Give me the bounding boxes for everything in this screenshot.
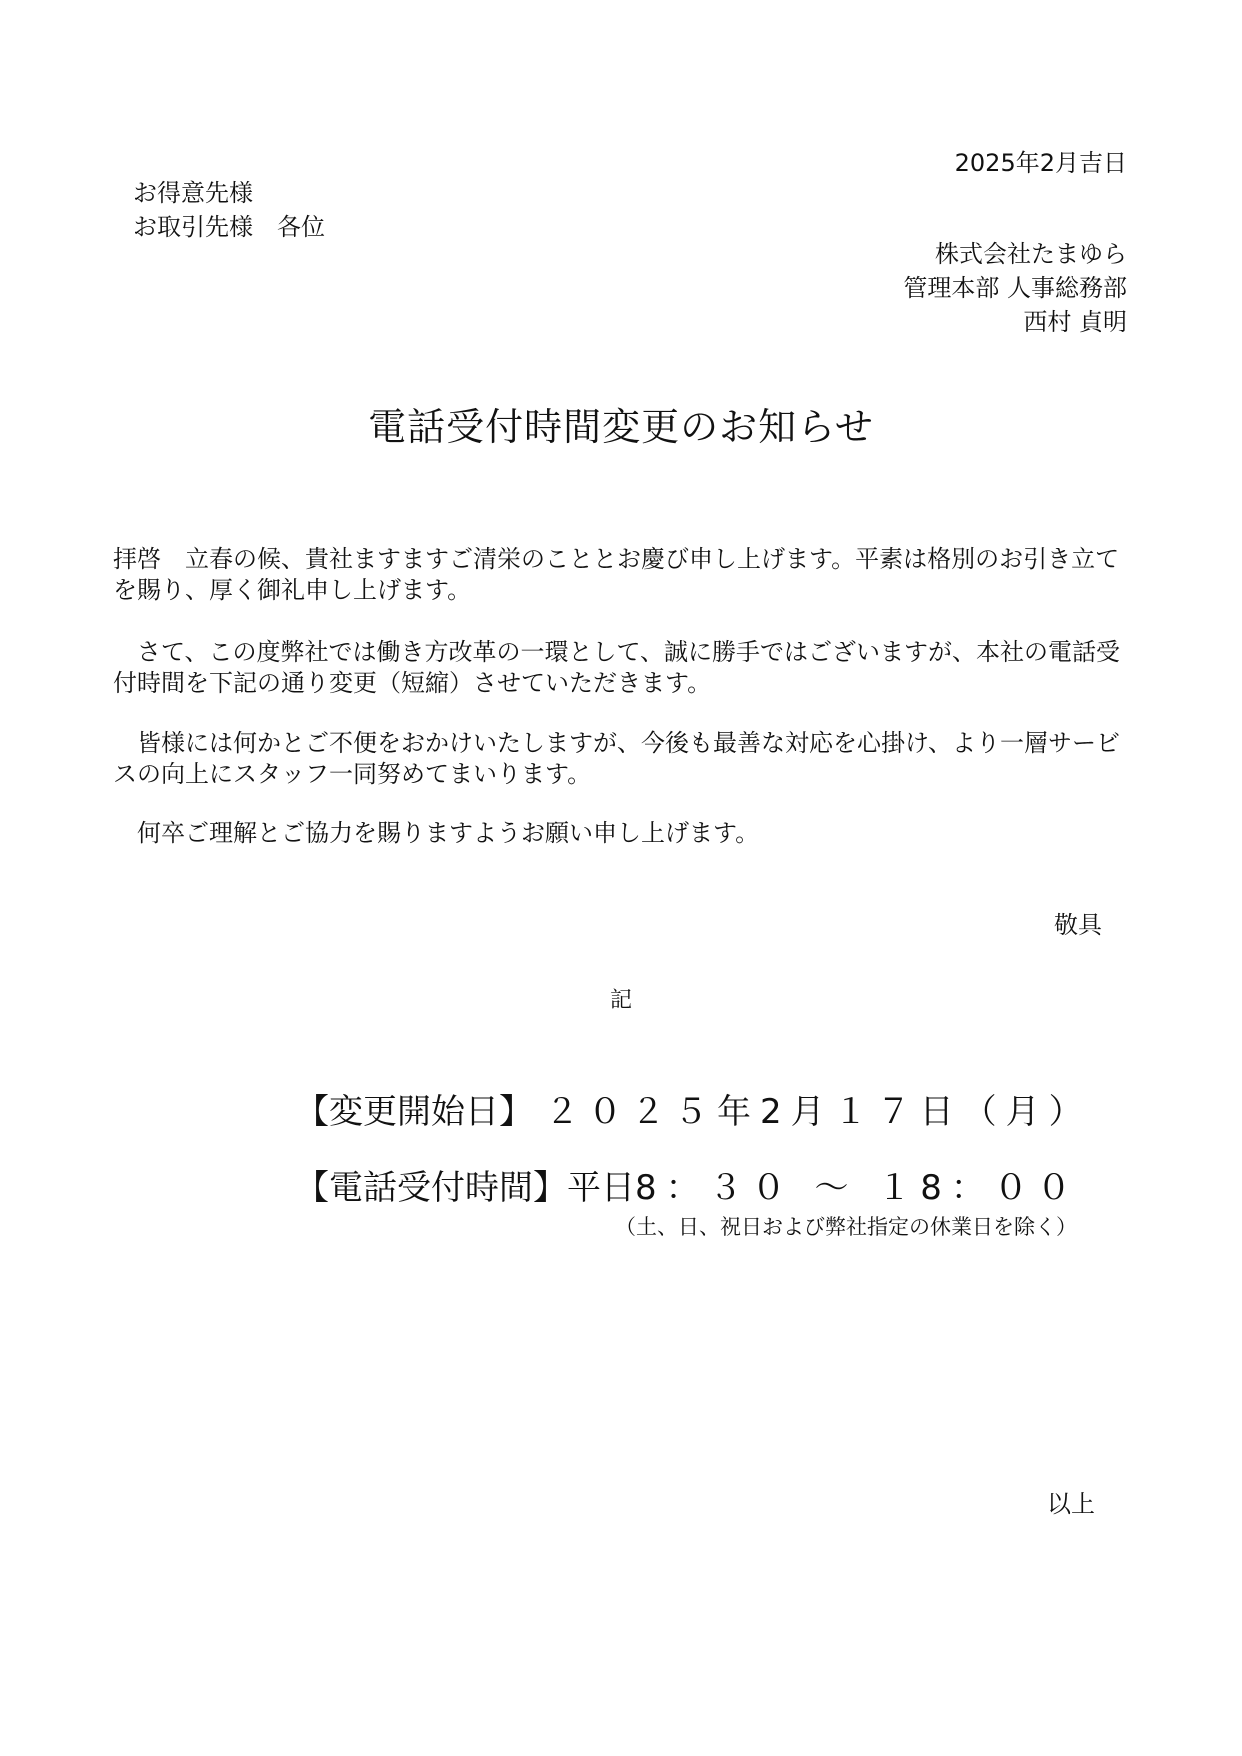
sender-department: 管理本部 人事総務部 xyxy=(903,274,1127,302)
end-mark: 以上 xyxy=(1047,1490,1095,1518)
sender-name: 西村 貞明 xyxy=(1023,308,1127,336)
hours-prefix: 平日 xyxy=(567,1168,635,1208)
hours-row xyxy=(295,1166,1080,1210)
ki-heading: 記 xyxy=(609,988,632,1013)
hours-label: 【電話受付時間】 xyxy=(295,1168,567,1208)
closing-word: 敬具 xyxy=(1054,911,1102,939)
hours-note: （土、日、祝日および弊社指定の休業日を除く） xyxy=(615,1215,1077,1239)
start-date-value: ２０２５年2月１７日（月） xyxy=(545,1092,1092,1132)
start-date-row xyxy=(295,1090,1092,1134)
hours-value: 8：３０ ～ １8：００ xyxy=(635,1168,1080,1208)
letter-title: 電話受付時間変更のお知らせ xyxy=(368,405,874,449)
body-paragraph: さて、この度弊社では働き方改革の一環として、誠に勝手ではございますが、本社の電話受付時間を下記の通り変更（短縮）させていただきます。 xyxy=(113,638,1121,697)
letter-date: 2025年2月吉日 xyxy=(954,149,1127,177)
recipient-line: お取引先様 各位 xyxy=(133,213,325,241)
recipient-line: お得意先様 xyxy=(133,179,253,207)
body-paragraph: 拝啓 立春の候、貴社ますますご清栄のこととお慶び申し上げます。平素は格別のお引き立てを賜り、厚く御礼申し上げます。 xyxy=(113,545,1120,604)
sender-company: 株式会社たまゆら xyxy=(935,240,1127,268)
body-paragraph: 皆様には何かとご不便をおかけいたしますが、今後も最善な対応を心掛け、より一層サービスの向上にスタッフ一同努めてまいります。 xyxy=(113,729,1121,788)
body-paragraph: 何卒ご理解とご協力を賜りますようお願い申し上げます。 xyxy=(113,819,760,847)
sender-block xyxy=(903,237,1127,339)
start-date-label: 【変更開始日】 xyxy=(295,1092,533,1132)
recipients xyxy=(133,176,325,244)
